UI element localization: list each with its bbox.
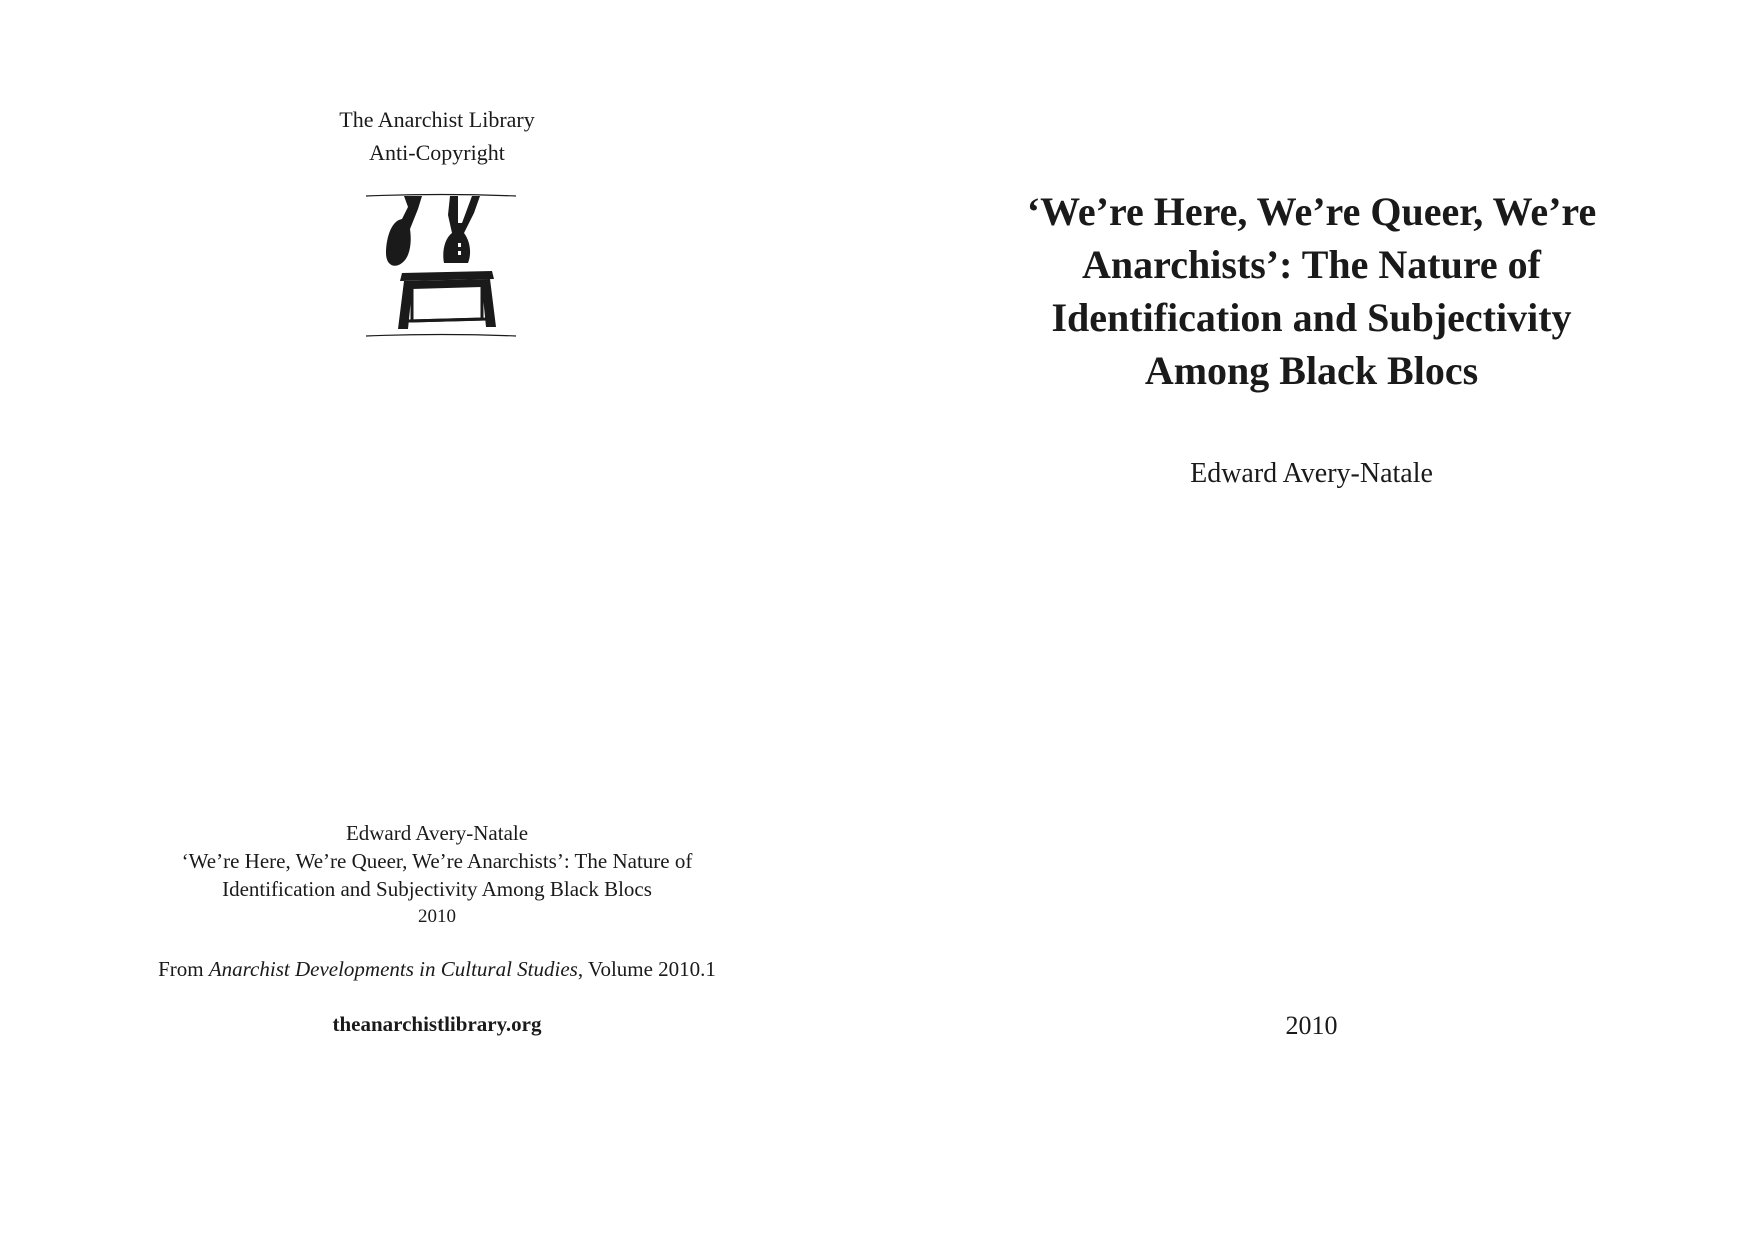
right-page: [874, 0, 1749, 1241]
title-line: Anarchists’: The Nature of: [1082, 242, 1541, 287]
source-citation: [0, 955, 874, 983]
colophon: [120, 819, 754, 931]
colophon-title-line-1: ‘We’re Here, We’re Queer, We’re Anarchists’: The Nature of: [181, 849, 693, 873]
publication-date: 2010: [1285, 1011, 1338, 1040]
colophon-year: 2010: [418, 906, 456, 927]
source-suffix: , Volume 2010.1: [577, 957, 716, 981]
left-page: [0, 0, 874, 1241]
library-name: The Anarchist Library: [339, 107, 535, 132]
colophon-author: Edward Avery-Natale: [345, 821, 529, 845]
license-text: Anti-Copyright: [369, 140, 505, 165]
title-line: Among Black Blocs: [1144, 348, 1479, 393]
document-title: [984, 185, 1639, 397]
anarchist-library-logo-icon: [364, 193, 518, 339]
colophon-title-line-2: Identification and Subjectivity Among Black Blocs: [222, 877, 652, 901]
website-link[interactable]: theanarchistlibrary.org: [332, 1012, 542, 1036]
title-line: Identification and Subjectivity: [1051, 295, 1572, 340]
title-line: ‘We’re Here, We’re Queer, We’re: [1026, 189, 1597, 234]
author-name: Edward Avery-Natale: [1190, 458, 1433, 489]
source-prefix: From: [158, 957, 209, 981]
source-publication: Anarchist Developments in Cultural Studies: [208, 957, 578, 981]
